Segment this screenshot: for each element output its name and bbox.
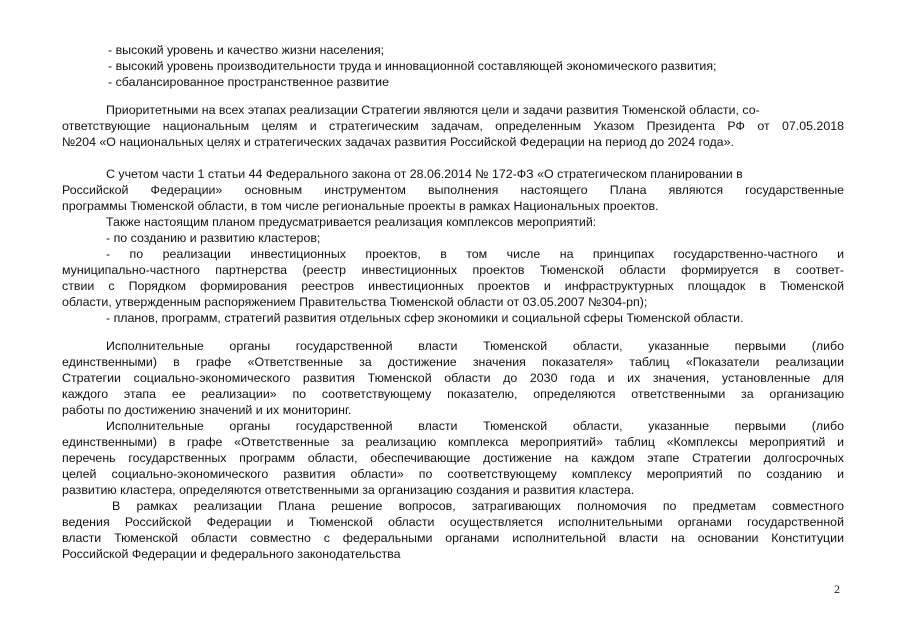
para-law-line-1: С учетом части 1 статьи 44 Федерального закона от 28.06.2014 № 172-ФЗ «О стратегическом планировании в — [106, 167, 743, 181]
para-law-line-3: программы Тюменской области, в том числе региональные проекты в рамках Национальных проектов. — [62, 199, 659, 213]
para-joint-line-4: Российской Федерации и федерального законодательства — [62, 547, 401, 561]
para-priority-line-1: Приоритетными на всех этапах реализации Стратегии являются цели и задачи развития Тюменской области, со- — [106, 103, 760, 117]
para-priority-line-3: №204 «О национальных целях и стратегических задачах развития Российской Федерации на период до 2024 года». — [62, 135, 734, 149]
para-executive-1-line-5: работы по достижению значений и их мониторинг. — [62, 403, 352, 417]
bullet-investment-line-1: - по реализации инвестиционных проектов, в том числе на принципах государственно-частного и — [106, 247, 844, 261]
para-executive-1-line-3: Стратегии социально-экономического развития Тюменской области до 2030 года и их значения, установленные для — [62, 371, 844, 385]
bullet-productivity: - высокий уровень производительности труда и инновационной составляющей экономического развития; — [108, 59, 717, 73]
para-executive-1-line-1: Исполнительные органы государственной власти Тюменской области, указанные первыми (либо — [106, 339, 844, 353]
para-law-line-2: Российской Федерации» основным инструментом выполнения настоящего Плана являются государственные — [62, 183, 844, 197]
bullet-quality-of-life: - высокий уровень и качество жизни населения; — [108, 43, 385, 57]
bullet-plans: - планов, программ, стратегий развития отдельных сфер экономики и социальной сферы Тюменской области. — [106, 311, 744, 325]
page-number: 2 — [834, 582, 840, 596]
para-joint-line-1: В рамках реализации Плана решение вопросов, затрагивающих полномочия по предметам совместного — [112, 499, 844, 513]
para-joint-line-2: ведения Российской Федерации и Тюменской области осуществляется исполнительными органами государственной — [62, 515, 844, 529]
para-executive-2-line-3: перечень государственных программ области, обеспечивающие достижение на каждом этапе Стратегии долгосрочных — [62, 451, 844, 465]
para-executive-2-line-4: целей социально-экономического развития области» по соответствующему комплексу мероприятий по созданию и — [62, 467, 844, 481]
para-executive-1-line-2: единственными) в графе «Ответственные за достижение значения показателя» таблиц «Показатели реализации — [62, 355, 844, 369]
bullet-investment-line-4: области, утвержденным распоряжением Правительства Тюменской области от 03.05.2007 №304-рп); — [62, 295, 648, 309]
bullet-clusters: - по созданию и развитию кластеров; — [106, 231, 321, 245]
bullet-spatial-development: - сбалансированное пространственное развитие — [108, 75, 389, 89]
bullet-investment-line-3: ствии с Порядком формирования реестров инвестиционных проектов и инфраструктурных площадок в Тюменской — [62, 279, 844, 293]
para-executive-2-line-5: развитию кластера, определяются ответственными за организацию создания и развития кластера. — [62, 483, 635, 497]
bullet-investment-line-2: муниципально-частного партнерства (реестр инвестиционных проектов Тюменской области формируется в соответ- — [62, 263, 844, 277]
para-joint-line-3: власти Тюменской области совместно с федеральными органами исполнительной власти на основании Конституции — [62, 531, 844, 545]
para-executive-2-line-2: единственными) в графе «Ответственные за реализацию комплекса мероприятий» таблиц «Комплексы мероприятий и — [62, 435, 844, 449]
para-executive-2-line-1: Исполнительные органы государственной власти Тюменской области, указанные первыми (либо — [106, 419, 844, 433]
para-executive-1-line-4: каждого этапа ее реализации» по соответствующему показателю, определяются ответственными за организацию — [62, 387, 844, 401]
para-complexes-intro: Также настоящим планом предусматривается реализация комплексов мероприятий: — [106, 215, 597, 229]
para-priority-line-2: ответствующие национальным целям и стратегическим задачам, определенным Указом Президента РФ от 07.05.2018 — [62, 119, 844, 133]
